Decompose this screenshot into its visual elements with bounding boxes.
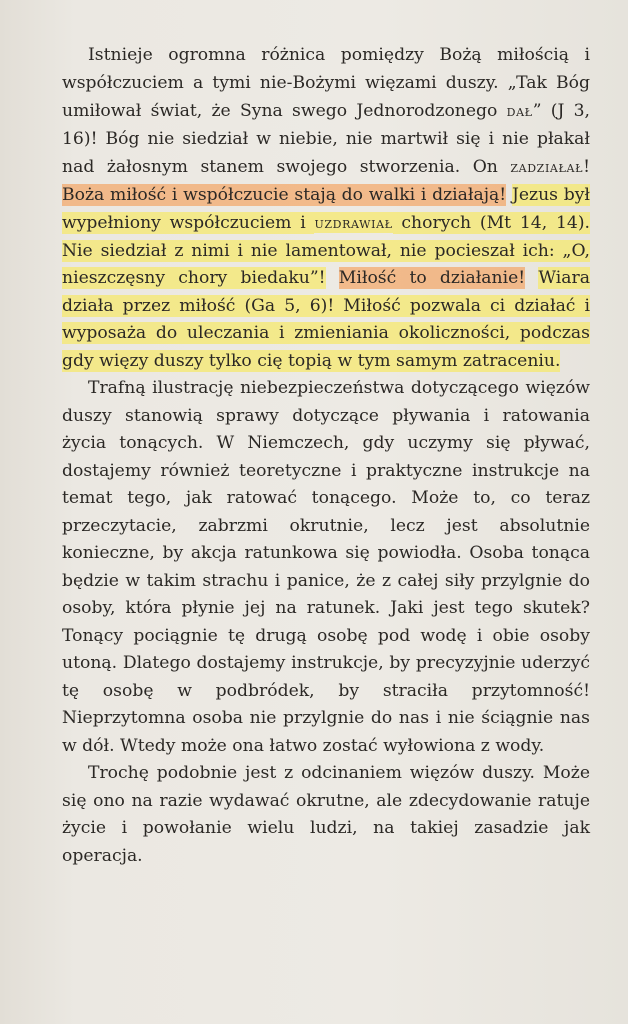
text-segment xyxy=(326,268,339,288)
highlighted-text: Wiara działa przez miłość (Ga 5, 6)! Miłość pozwala ci działać i wyposaża do uleczania i zmieniania okoliczności, podczas gdy więzy duszy tylko cię topią w tym samym zatraceniu. xyxy=(62,268,590,371)
small-caps-word: zadziałał xyxy=(510,157,584,176)
text-segment: Trochę podobnie jest z odcinaniem więzów duszy. Może się ono na razie wydawać okrutne, ale zdecydowanie ratuje życie i powołanie wielu ludzi, na takiej zasadzie jak operacja. xyxy=(62,763,590,866)
highlighted-text: Miłość to działanie! xyxy=(338,268,526,288)
highlighted-text: uzdrawiał xyxy=(314,213,393,232)
highlighted-text: chorych (Mt 14, 14). Nie siedział z nimi i nie lamentował, nie pocieszał ich: „O, nieszczęsny chory biedaku”! xyxy=(62,213,590,288)
text-segment: Istnieje ogromna różnica pomiędzy Bożą miłością i współczuciem a tymi nie-Bożymi więzami duszy. „Tak Bóg umiłował świat, że Syna swego Jednorodzonego xyxy=(62,45,590,121)
text-segment: Trafną ilustrację niebezpieczeństwa dotyczącego więzów duszy stanowią sprawy dotyczące pływania i ratowania życia tonących. W Niemczech, gdy uczymy się pływać, dostajemy również teoretyczne i praktyczne instrukcje na temat tego, jak ratować tonącego. Może to, co teraz przeczytacie, zabrzmi okrutnie, lecz jest absolutnie konieczne, by akcja ratunkowa się powiodła. Osoba tonąca będzie w takim strachu i panice, że z całej siły przylgnie do osoby, która płynie jej na ratunek. Jaki jest tego skutek? Tonący pociągnie tę drugą osobę pod wodę i obie osoby utoną. Dlatego dostajemy instrukcje, by precyzyjnie uderzyć tę osobę w podbródek, by straciła przytomność! Nieprzytomna osoba nie przylgnie do nas i nie ściągnie nas w dół. Wtedy może ona łatwo zostać wyłowiona z wody. xyxy=(62,378,590,756)
highlighted-text: Jezus był wypełniony współczuciem i xyxy=(62,184,590,233)
paragraph-3 xyxy=(62,760,590,870)
paragraph-1 xyxy=(62,42,590,375)
paragraph-2 xyxy=(62,375,590,760)
small-caps-word: dał xyxy=(506,101,533,120)
text-segment xyxy=(525,268,538,288)
text-segment: ” (J 3, 16)! Bóg nie siedział w niebie, nie martwił się i nie płakał nad żałosnym stanem swojego stworzenia. On xyxy=(62,101,590,177)
page-text xyxy=(62,42,590,870)
text-segment: ! xyxy=(583,157,590,177)
highlighted-text: Boża miłość i współczucie stają do walki i działają! xyxy=(62,184,507,205)
